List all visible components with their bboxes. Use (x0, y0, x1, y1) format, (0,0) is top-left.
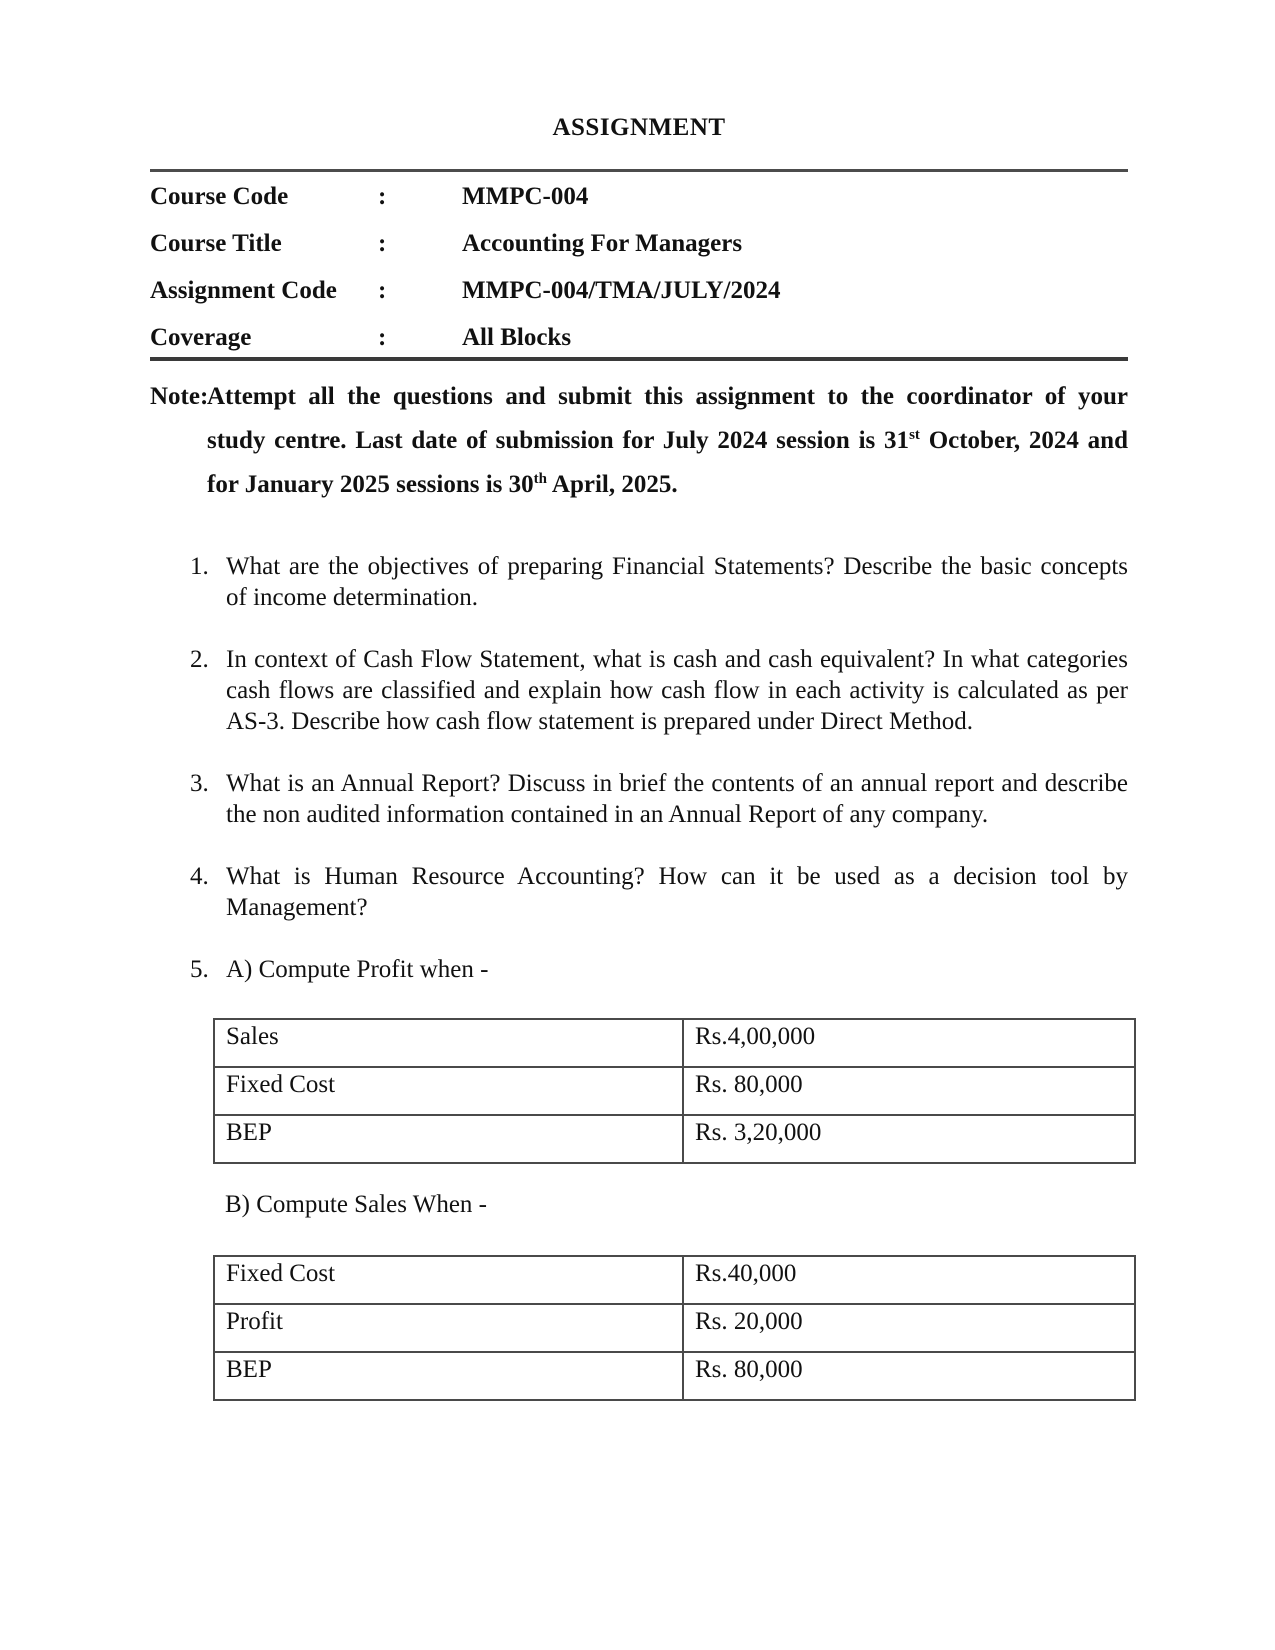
questions-list (190, 551, 1128, 985)
ordinal-suffix: st (909, 427, 920, 443)
row-value-cell: Rs.40,000 (683, 1256, 1135, 1304)
question-number: 4. (190, 863, 209, 890)
course-title-label: Course Title (150, 230, 282, 257)
question-text (226, 768, 1128, 830)
course-code-value: MMPC-004 (462, 183, 589, 210)
assignment-code-label: Assignment Code (150, 277, 337, 304)
question-line: the non audited information contained in an Annual Report of any company. (226, 801, 989, 828)
note-line-text: April, 2025. (547, 471, 678, 498)
note-line (207, 419, 1128, 463)
table-row (214, 1115, 1135, 1163)
assignment-code-value: MMPC-004/TMA/JULY/2024 (462, 277, 781, 304)
table-row (214, 1067, 1135, 1115)
note-line-text: study centre. Last date of submission for July 2024 session is 31 (207, 427, 910, 454)
submission-note (150, 375, 1128, 507)
question-item-1 (190, 551, 1128, 613)
note-line-text: October, 2024 and (919, 427, 1128, 454)
row-value-cell: Rs.4,00,000 (683, 1019, 1135, 1067)
row-value-cell: Rs. 20,000 (683, 1304, 1135, 1352)
row-label-cell: BEP (214, 1115, 683, 1163)
table-row (214, 1352, 1135, 1400)
question-text (226, 551, 1128, 613)
note-label: Note: (150, 383, 209, 410)
page-title: ASSIGNMENT (552, 114, 726, 141)
note-line-text: for January 2025 sessions is 30 (207, 471, 534, 498)
question-line: What is an Annual Report? Discuss in brief the contents of an annual report and describe (226, 770, 1128, 797)
question-5a-heading: A) Compute Profit when - (226, 956, 489, 983)
row-label-cell: Profit (214, 1304, 683, 1352)
separator-colon: : (378, 324, 387, 351)
question-5b-heading: B) Compute Sales When - (225, 1191, 487, 1218)
question-item-5 (190, 954, 1128, 985)
table-row (214, 1304, 1135, 1352)
course-title-value: Accounting For Managers (462, 230, 743, 257)
course-code-row (150, 184, 1128, 209)
question-number: 5. (190, 956, 209, 983)
question-line: Management? (226, 894, 368, 921)
separator-colon: : (378, 183, 387, 210)
row-label-cell: Fixed Cost (214, 1256, 683, 1304)
question-item-4 (190, 861, 1128, 923)
row-label-cell: BEP (214, 1352, 683, 1400)
question-text (226, 954, 1128, 985)
question-item-3 (190, 768, 1128, 830)
profit-table (213, 1018, 1136, 1164)
row-label-cell: Sales (214, 1019, 683, 1067)
course-info-table (150, 169, 1128, 361)
question-line: In context of Cash Flow Statement, what is cash and cash equivalent? In what categories (226, 646, 1128, 673)
row-value-cell: Rs. 80,000 (683, 1352, 1135, 1400)
document-content (150, 0, 1128, 1401)
question-line: What is Human Resource Accounting? How can it be used as a decision tool by (226, 863, 1128, 890)
note-line: Attempt all the questions and submit this assignment to the coordinator of your (207, 383, 1128, 410)
question-number: 1. (190, 553, 209, 580)
question-number: 3. (190, 770, 209, 797)
question-text (226, 644, 1128, 737)
question-line: of income determination. (226, 584, 479, 611)
course-title-row (150, 231, 1128, 256)
coverage-label: Coverage (150, 324, 252, 351)
question-text (226, 861, 1128, 923)
question-line: What are the objectives of preparing Financial Statements? Describe the basic concepts (226, 553, 1128, 580)
assignment-code-row (150, 278, 1128, 303)
sales-table (213, 1255, 1136, 1401)
ordinal-suffix: th (533, 471, 548, 487)
coverage-row (150, 325, 1128, 350)
question-item-2 (190, 644, 1128, 737)
row-value-cell: Rs. 80,000 (683, 1067, 1135, 1115)
row-label-cell: Fixed Cost (214, 1067, 683, 1115)
table-row (214, 1019, 1135, 1067)
course-code-label: Course Code (150, 183, 289, 210)
question-number: 2. (190, 646, 209, 673)
question-line: cash flows are classified and explain how cash flow in each activity is calculated as per (226, 677, 1128, 704)
question-line: AS-3. Describe how cash flow statement is prepared under Direct Method. (226, 708, 973, 735)
note-line (207, 463, 1128, 507)
row-value-cell: Rs. 3,20,000 (683, 1115, 1135, 1163)
separator-colon: : (378, 230, 387, 257)
table-row (214, 1256, 1135, 1304)
coverage-value: All Blocks (462, 324, 572, 351)
separator-colon: : (378, 277, 387, 304)
